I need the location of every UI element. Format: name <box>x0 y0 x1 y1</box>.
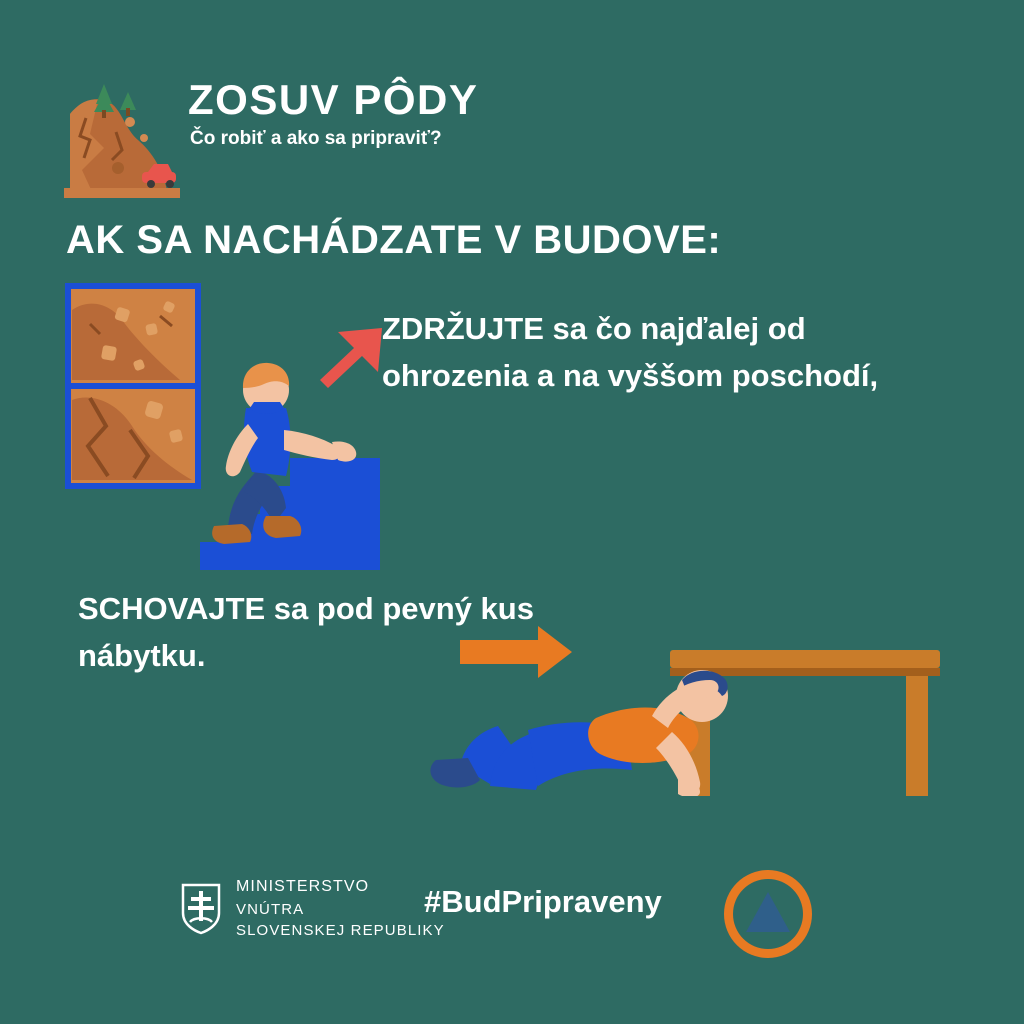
ministry-logo <box>180 876 445 941</box>
civil-protection-triangle-logo <box>722 868 814 960</box>
footer <box>0 876 1024 966</box>
crouching-person-figure <box>420 670 950 800</box>
ministry-line-1: MINISTERSTVO <box>236 878 370 895</box>
stairs-shape <box>200 458 380 570</box>
orange-right-arrow-icon <box>460 626 572 678</box>
header <box>60 70 580 200</box>
red-up-arrow-icon <box>320 328 382 388</box>
page-subtitle: Čo robiť a ako sa pripraviť? <box>190 128 442 150</box>
slovak-double-cross-crest-icon <box>180 883 222 935</box>
block-1-body: sa čo najďalej od ohrozenia a na vyššom poschodí, <box>382 311 879 394</box>
person-climbing-stairs-illustration <box>60 280 390 570</box>
ministry-name <box>236 876 445 941</box>
ministry-line-3: SLOVENSKEJ REPUBLIKY <box>236 922 445 940</box>
campaign-hashtag: #BudPripraveny <box>424 884 662 919</box>
section-heading: AK SA NACHÁDZATE V BUDOVE: <box>66 218 722 262</box>
window-frame <box>68 286 198 486</box>
block-2-keyword: SCHOVAJTE <box>78 591 266 626</box>
block-1-text <box>382 305 942 399</box>
block-1-keyword: ZDRŽUJTE <box>382 311 544 346</box>
ministry-line-2: VNÚTRA <box>236 900 305 918</box>
block-2-body: sa pod pevný kus nábytku. <box>78 591 534 674</box>
page-title: ZOSUV PÔDY <box>188 76 479 123</box>
landslide-hillside-icon <box>60 78 180 198</box>
person-hiding-under-table-illustration <box>420 620 950 820</box>
header-text-group <box>188 78 478 150</box>
